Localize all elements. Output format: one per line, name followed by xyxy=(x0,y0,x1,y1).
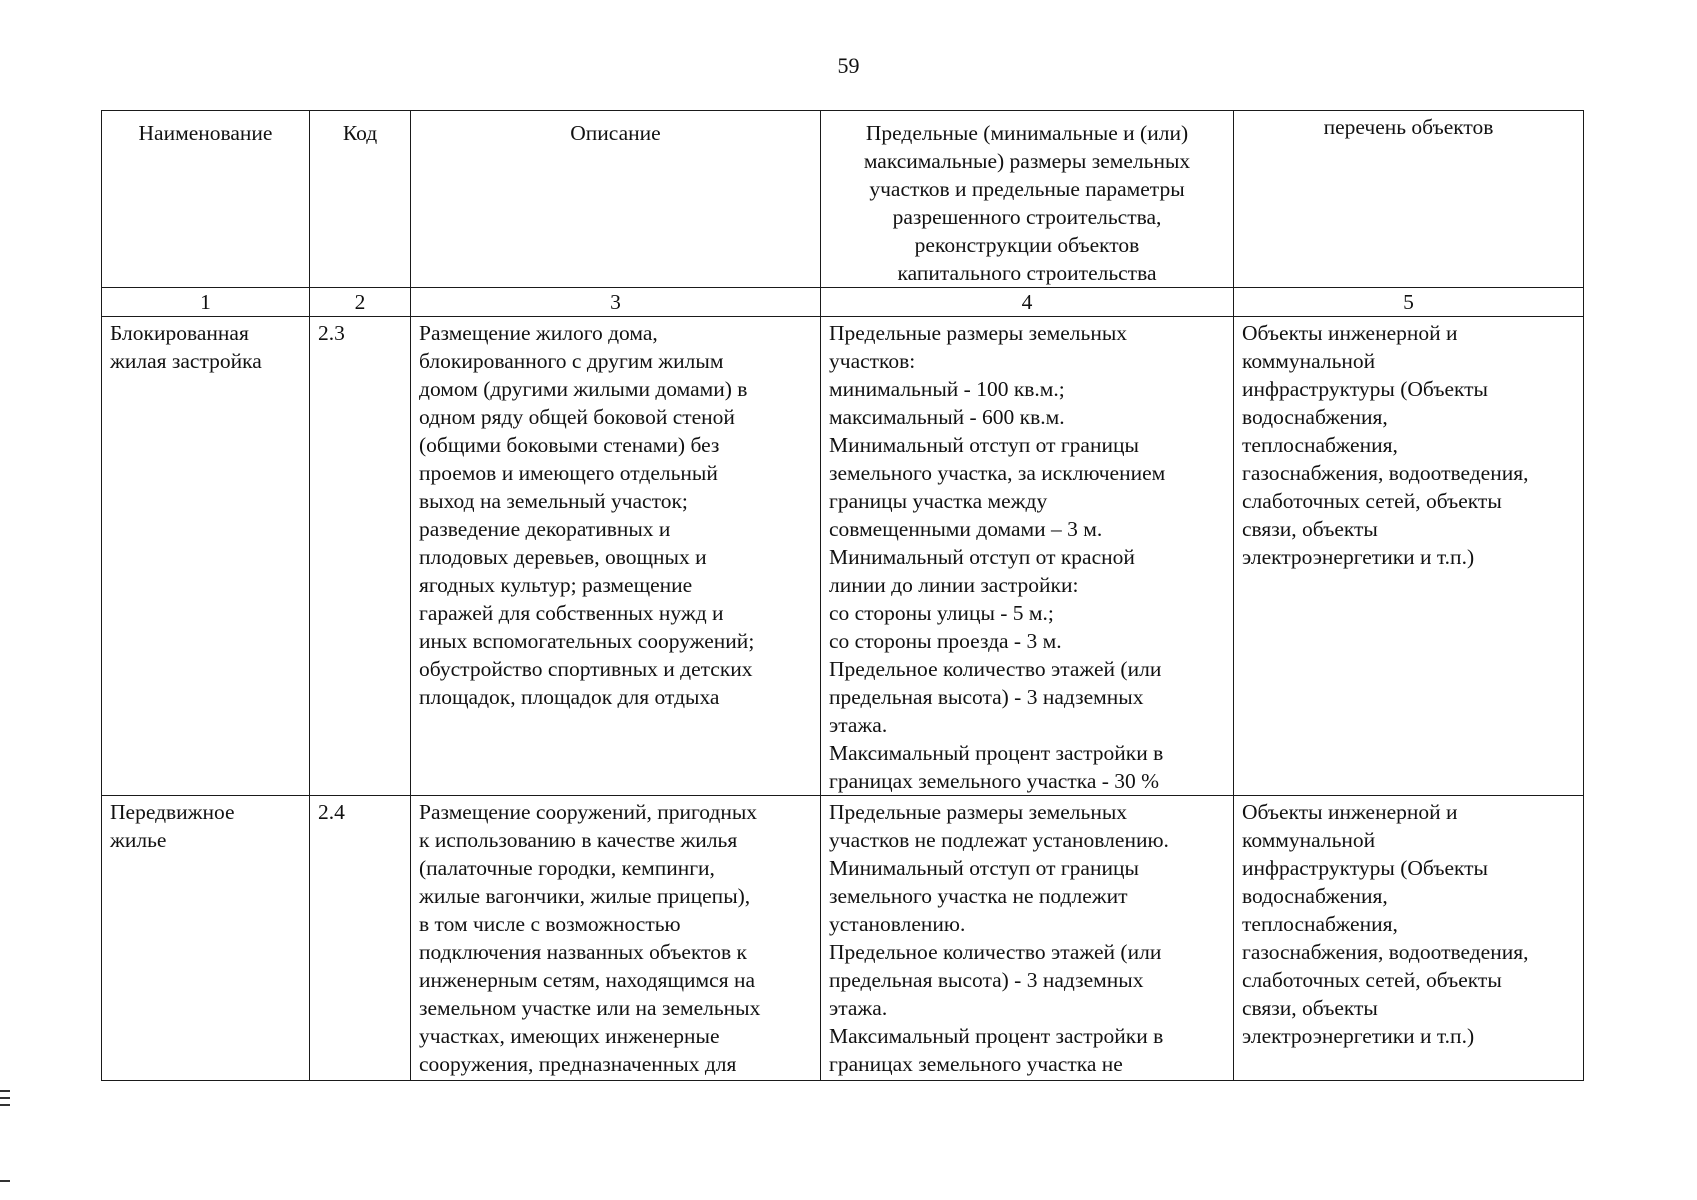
text-line: сооружения, предназначенных для xyxy=(419,1052,737,1076)
text-line: Наименование xyxy=(138,121,273,145)
column-number: 3 xyxy=(411,288,821,317)
row-name xyxy=(102,796,310,1081)
row-limits xyxy=(821,796,1234,1081)
text-line: теплоснабжения, xyxy=(1242,433,1398,457)
text-line: Размещение жилого дома, xyxy=(419,321,658,345)
row-description xyxy=(411,317,821,796)
text-line: границах земельного участка - 30 % xyxy=(829,769,1160,793)
row-objects xyxy=(1234,317,1584,796)
text-line: инфраструктуры (Объекты xyxy=(1242,377,1489,401)
text-line: Предельное количество этажей (или xyxy=(829,940,1162,964)
text-line: Блокированная xyxy=(110,321,249,345)
text-line: связи, объекты xyxy=(1242,517,1378,541)
text-line: реконструкции объектов xyxy=(914,233,1140,257)
text-line: предельная высота) - 3 надземных xyxy=(829,685,1144,709)
column-number: 4 xyxy=(821,288,1234,317)
margin-scan-mark xyxy=(0,1180,10,1182)
text-line: инженерным сетям, находящимся на xyxy=(419,968,756,992)
row-description xyxy=(411,796,821,1081)
text-line: инфраструктуры (Объекты xyxy=(1242,856,1489,880)
text-line: домом (другими жилыми домами) в xyxy=(419,377,748,401)
text-line: перечень объектов xyxy=(1323,115,1494,139)
row-objects xyxy=(1234,796,1584,1081)
header-objects xyxy=(1234,111,1584,288)
text-line: Объекты инженерной и xyxy=(1242,800,1458,824)
text-line: земельного участка не подлежит xyxy=(829,884,1128,908)
text-line: электроэнергетики и т.п.) xyxy=(1242,1024,1475,1048)
row-limits xyxy=(821,317,1234,796)
land-use-table xyxy=(101,110,1584,1081)
text-line: Передвижное xyxy=(110,800,235,824)
text-line: (палаточные городки, кемпинги, xyxy=(419,856,715,880)
text-line: Предельное количество этажей (или xyxy=(829,657,1162,681)
table-row xyxy=(102,317,1584,796)
text-line: электроэнергетики и т.п.) xyxy=(1242,545,1475,569)
margin-scan-mark xyxy=(0,1104,10,1106)
text-line: этажа. xyxy=(829,713,888,737)
text-line: разведение декоративных и xyxy=(419,517,671,541)
text-line: участков: xyxy=(829,349,916,373)
text-line: проемов и имеющего отдельный xyxy=(419,461,718,485)
text-line: (общими боковыми стенами) без xyxy=(419,433,720,457)
text-line: водоснабжения, xyxy=(1242,884,1388,908)
text-line: Максимальный процент застройки в xyxy=(829,741,1164,765)
text-line: жилье xyxy=(110,828,167,852)
text-line: иных вспомогательных сооружений; xyxy=(419,629,755,653)
text-line: в том числе с возможностью xyxy=(419,912,681,936)
text-line: границах земельного участка не xyxy=(829,1052,1123,1076)
margin-scan-mark xyxy=(0,1090,10,1092)
margin-scan-mark xyxy=(0,1097,10,1099)
text-line: капитального строительства xyxy=(897,261,1157,285)
text-line: блокированного с другим жилым xyxy=(419,349,724,373)
text-line: газоснабжения, водоотведения, xyxy=(1242,940,1529,964)
text-line: Минимальный отступ от границы xyxy=(829,856,1139,880)
header-limits xyxy=(821,111,1234,288)
header-code xyxy=(310,111,411,288)
text-line: Код xyxy=(342,121,378,145)
text-line: этажа. xyxy=(829,996,888,1020)
text-line: слаботочных сетей, объекты xyxy=(1242,489,1502,513)
text-line: со стороны улицы - 5 м.; xyxy=(829,601,1054,625)
table-header-row xyxy=(102,111,1584,288)
text-line: коммунальной xyxy=(1242,349,1376,373)
row-name xyxy=(102,317,310,796)
text-line: земельного участка, за исключением xyxy=(829,461,1166,485)
text-line: газоснабжения, водоотведения, xyxy=(1242,461,1529,485)
text-line: максимальный - 600 кв.м. xyxy=(829,405,1065,429)
text-line: предельная высота) - 3 надземных xyxy=(829,968,1144,992)
column-number: 1 xyxy=(102,288,310,317)
text-line: минимальный - 100 кв.м.; xyxy=(829,377,1065,401)
header-name xyxy=(102,111,310,288)
text-line: выход на земельный участок; xyxy=(419,489,688,513)
text-line: ягодных культур; размещение xyxy=(419,573,693,597)
text-line: Предельные (минимальные и (или) xyxy=(865,121,1189,145)
text-line: жилая застройка xyxy=(110,349,262,373)
text-line: Предельные размеры земельных xyxy=(829,800,1128,824)
text-line: границы участка между xyxy=(829,489,1048,513)
text-line: жилые вагончики, жилые прицепы), xyxy=(419,884,751,908)
text-line: Предельные размеры земельных xyxy=(829,321,1128,345)
text-line: подключения названных объектов к xyxy=(419,940,747,964)
text-line: Описание xyxy=(570,121,661,145)
text-line: к использованию в качестве жилья xyxy=(419,828,738,852)
header-description xyxy=(411,111,821,288)
text-line: линии до линии застройки: xyxy=(829,573,1079,597)
text-line: гаражей для собственных нужд и xyxy=(419,601,724,625)
text-line: площадок, площадок для отдыха xyxy=(419,685,720,709)
text-line: слаботочных сетей, объекты xyxy=(1242,968,1502,992)
text-line: со стороны проезда - 3 м. xyxy=(829,629,1062,653)
text-line: участков не подлежат установлению. xyxy=(829,828,1169,852)
text-line: участках, имеющих инженерные xyxy=(419,1024,720,1048)
text-line: совмещенными домами – 3 м. xyxy=(829,517,1103,541)
text-line: одном ряду общей боковой стеной xyxy=(419,405,735,429)
text-line: коммунальной xyxy=(1242,828,1376,852)
text-line: Размещение сооружений, пригодных xyxy=(419,800,758,824)
text-line: земельном участке или на земельных xyxy=(419,996,761,1020)
text-line: обустройство спортивных и детских xyxy=(419,657,753,681)
column-numbers-row xyxy=(102,288,1584,317)
column-number: 5 xyxy=(1234,288,1584,317)
text-line: связи, объекты xyxy=(1242,996,1378,1020)
row-code: 2.3 xyxy=(310,317,411,796)
text-line: разрешенного строительства, xyxy=(892,205,1162,229)
column-number: 2 xyxy=(310,288,411,317)
text-line: участков и предельные параметры xyxy=(869,177,1185,201)
text-line: Максимальный процент застройки в xyxy=(829,1024,1164,1048)
text-line: установлению. xyxy=(829,912,966,936)
row-code: 2.4 xyxy=(310,796,411,1081)
text-line: водоснабжения, xyxy=(1242,405,1388,429)
text-line: теплоснабжения, xyxy=(1242,912,1398,936)
text-line: плодовых деревьев, овощных и xyxy=(419,545,707,569)
text-line: Минимальный отступ от красной xyxy=(829,545,1135,569)
table-row xyxy=(102,796,1584,1081)
text-line: максимальные) размеры земельных xyxy=(863,149,1191,173)
text-line: Минимальный отступ от границы xyxy=(829,433,1139,457)
text-line: Объекты инженерной и xyxy=(1242,321,1458,345)
page-number: 59 xyxy=(837,53,860,78)
